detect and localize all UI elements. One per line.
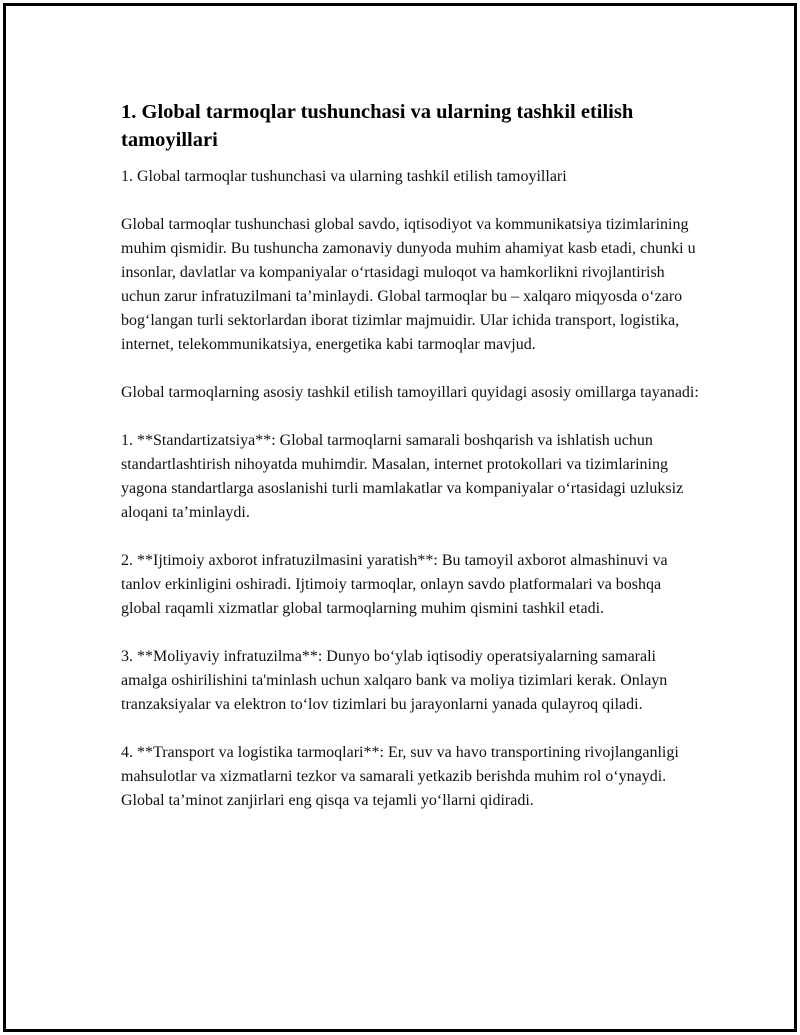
paragraph-item-financial: 3. **Moliyaviy infratuzilma**: Dunyo boʻylab iqtisodiy operatsiyalarning samarali amalga oshirilishini ta'minlash uchun xalqaro bank va moliya tizimlari kerak. Onlayn tranzaksiyalar va elektron toʻlov tizimlari bu jarayonlarni yanada qulayroq qiladi. (121, 648, 668, 713)
paragraph-principles-lead: Global tarmoqlarning asosiy tashkil etilish tamoyillari quyidagi asosiy omillarga tayanadi: (121, 384, 699, 401)
paragraph-item-social-info: 2. **Ijtimoiy axborot infratuzilmasini yaratish**: Bu tamoyil axborot almashinuvi va tanlov erkinligini oshiradi. Ijtimoiy tarmoqlar, onlayn savdo platformalari va boshqa global raqamli xizmatlar global tarmoqlarning muhim qismini tashkil etadi. (121, 552, 668, 617)
document-body (121, 98, 701, 837)
paragraph-subtitle: 1. Global tarmoqlar tushunchasi va ularning tashkil etilish tamoyillari (121, 168, 567, 185)
paragraph-intro: Global tarmoqlar tushunchasi global savdo, iqtisodiyot va kommunikatsiya tizimlarining muhim qismidir. Bu tushuncha zamonaviy dunyoda muhim ahamiyat kasb etadi, chunki u insonlar, davlatlar va kompaniyalar oʻrtasidagi muloqot va hamkorlikni rivojlantirish uchun zarur infratuzilmani taʼminlaydi. Global tarmoqlar bu – xalqaro miqyosda oʻzaro bogʻlangan turli sektorlardan iborat tizimlar majmuidir. Ular ichida transport, logistika, internet, telekommunikatsiya, energetika kabi tarmoqlar mavjud. (121, 216, 696, 353)
paragraph-item-standardization: 1. **Standartizatsiya**: Global tarmoqlarni samarali boshqarish va ishlatish uchun standartlashtirish nihoyatda muhimdir. Masalan, internet protokollari va tizimlarining yagona standartlarga asoslanishi turli mamlakatlar va kompaniyalar oʻrtasidagi uzluksiz aloqani taʼminlaydi. (121, 432, 684, 521)
document-heading: 1. Global tarmoqlar tushunchasi va ularning tashkil etilish tamoyillari (121, 101, 634, 151)
page-frame (3, 3, 797, 1032)
paragraph-item-transport: 4. **Transport va logistika tarmoqlari**: Er, suv va havo transportining rivojlanganligi mahsulotlar va xizmatlarni tezkor va samarali yetkazib berishda muhim rol oʻynaydi. Global taʼminot zanjirlari eng qisqa va tejamli yoʻllarni qidiradi. (121, 744, 679, 809)
